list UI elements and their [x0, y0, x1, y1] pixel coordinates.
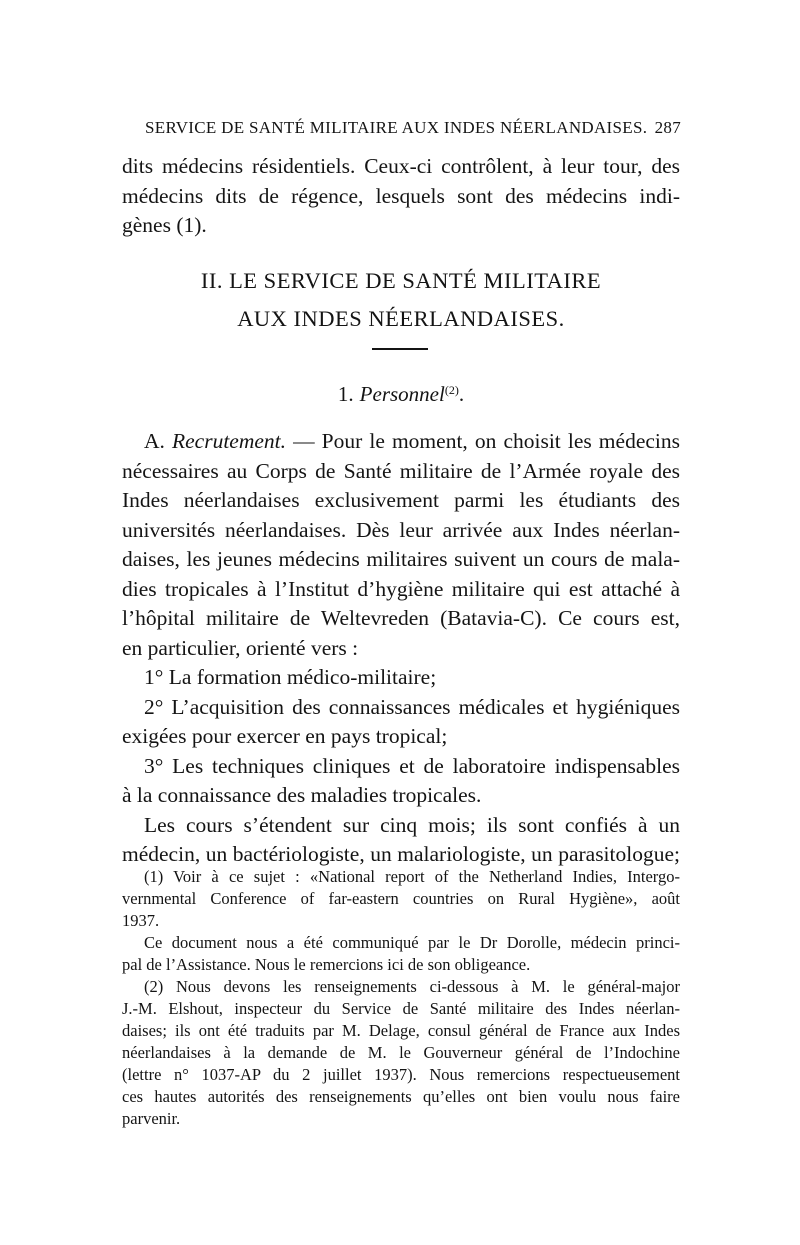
footnote-line: pal de l’Assistance. Nous le remercions ici de son obligeance.	[122, 955, 531, 974]
list-item: 2° L’acquisition des connaissances médicales et hygiéniques	[144, 694, 680, 719]
text-line: l’hôpital militaire de Weltevreden (Batavia-C). Ce cours est,	[122, 606, 680, 630]
paragraph-label-italic: Recrutement.	[171, 429, 287, 453]
text-line	[122, 427, 680, 457]
footnote-line: Ce document nous a été communiqué par le Dr Dorolle, médecin princi-	[144, 933, 680, 952]
subsection-number: 1.	[337, 382, 354, 406]
text-line: universités néerlandaises. Dès leur arrivée aux Indes néerlan-	[122, 517, 680, 542]
footnote-line: J.-M. Elshout, inspecteur du Service de Santé militaire des Indes néerlan-	[122, 999, 680, 1018]
text-line: Indes néerlandaises exclusivement parmi les étudiants des	[122, 488, 680, 512]
footnote-line: ces hautes autorités des renseignements qu’elles ont bien voulu nous faire	[122, 1087, 680, 1106]
main-paragraph	[122, 427, 680, 870]
subsection-heading	[122, 382, 680, 407]
text-line: Les cours s’étendent sur cinq mois; ils sont confiés à un	[144, 812, 680, 837]
intro-paragraph	[122, 152, 680, 241]
footnote-line: parvenir.	[122, 1109, 181, 1128]
list-item: 3° Les techniques cliniques et de laboratoire indispensables	[144, 753, 680, 778]
page-number: 287	[654, 118, 681, 137]
text-line: en particulier, orienté vers :	[122, 635, 359, 660]
text-line: dies tropicales à l’Institut d’hygiène militaire qui est attaché à	[122, 576, 680, 601]
footnote-line: 1937.	[122, 911, 160, 930]
footnote-line: (1) Voir à ce sujet : «National report of the Netherland Indies, Intergo-	[144, 867, 680, 886]
subsection-title: Personnel	[359, 382, 445, 406]
footnote-line: (lettre n° 1037-AP du 2 juillet 1937). Nous remercions respectueusement	[122, 1065, 680, 1084]
text-line: dits médecins résidentiels. Ceux-ci contrôlent, à leur tour, des	[122, 154, 680, 178]
list-item: 1° La formation médico-militaire;	[144, 665, 437, 689]
section-divider	[372, 348, 428, 350]
footnote-ref: (2)	[444, 383, 459, 397]
footnote-line: (2) Nous devons les renseignements ci-dessous à M. le général-major	[144, 977, 680, 996]
section-heading-line2: AUX INDES NÉERLANDAISES.	[237, 306, 565, 331]
section-heading-line1: II. LE SERVICE DE SANTÉ MILITAIRE	[200, 268, 602, 293]
list-item-cont: à la connaissance des maladies tropicales.	[122, 783, 482, 807]
footnote-line: néerlandaises à la demande de M. le Gouverneur général de l’Indochine	[122, 1043, 680, 1062]
text-line: nécessaires au Corps de Santé militaire de l’Armée royale des	[122, 458, 680, 483]
text-line: gènes (1).	[122, 213, 207, 237]
running-head-title: SERVICE DE SANTÉ MILITAIRE AUX INDES NÉERLANDAISES.	[145, 118, 648, 137]
list-item-cont: exigées pour exercer en pays tropical;	[122, 724, 448, 748]
paragraph-label: A.	[144, 429, 165, 453]
subsection-trailing: .	[458, 382, 465, 406]
text-line: daises, les jeunes médecins militaires suivent un cours de mala-	[122, 547, 680, 571]
footnotes	[122, 866, 680, 1130]
paragraph-first-line: — Pour le moment, on choisit les médecins	[293, 429, 680, 453]
footnote-line: vernmental Conference of far-eastern countries on Rural Hygiène», août	[122, 889, 680, 908]
footnote-line: daises; ils ont été traduits par M. Delage, consul général de France aux Indes	[122, 1021, 680, 1040]
running-head	[145, 118, 681, 138]
text-line: médecins dits de régence, lesquels sont des médecins indi-	[122, 183, 680, 208]
text-line: médecin, un bactériologiste, un malariologiste, un parasitologue;	[122, 842, 680, 866]
